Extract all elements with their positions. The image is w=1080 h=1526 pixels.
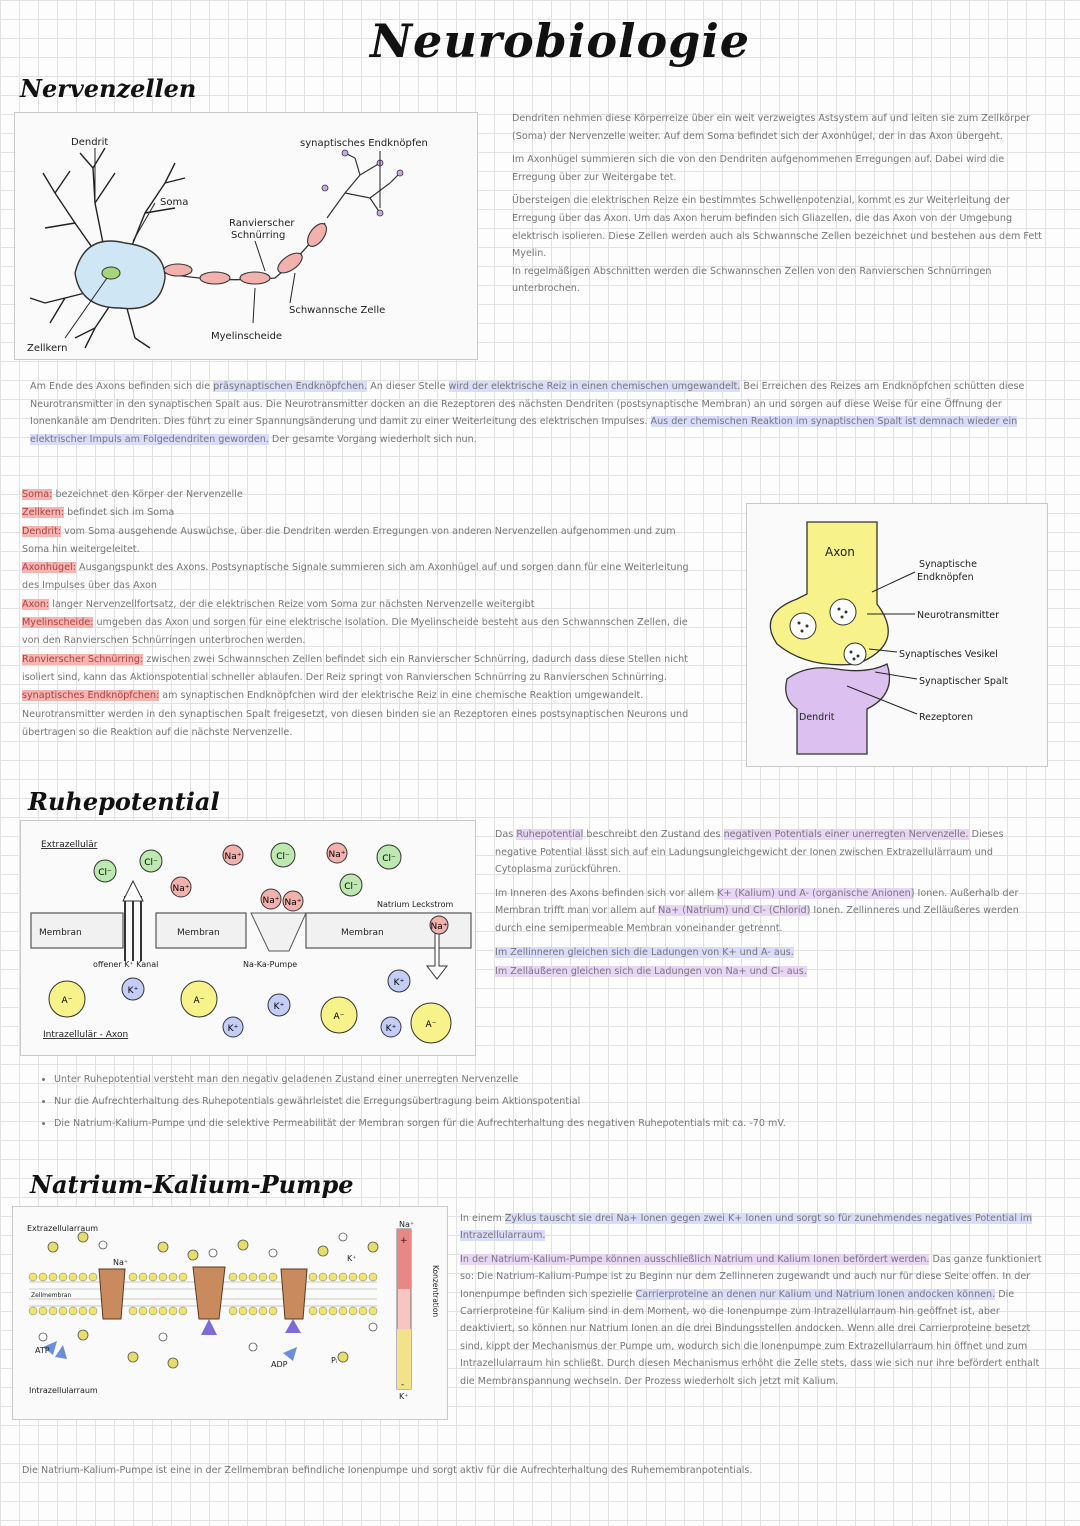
ion-na: Na⁺ <box>430 922 448 932</box>
neuron-diagram <box>14 112 478 360</box>
paragraph: Übersteigen die elektrischen Reize ein bestimmtes Schwellenpotenzial, kommt es zur Weiterleitung der Erregung über das Axon. Um das Axon herum befinden sich Gliazellen, die das Axon von der Umgebung elektrisch isolieren. Diese Zellen werden auch als Schwannsche Zellen bezeichnet und bestehen aus dem Fett Myelin. <box>512 195 1042 260</box>
definition-text: befindet sich im Soma <box>64 507 175 519</box>
definition-text: Ausgangspunkt des Axons. Postsynaptische Signale summieren sich am Axonhügel auf und sorgen dann für eine Weiterleitung des Impulses über das Axon <box>22 562 689 592</box>
label-k: K⁺ <box>399 1392 409 1401</box>
definition-term: Axonhügel: <box>22 562 76 574</box>
ion-k: K⁺ <box>393 978 405 988</box>
highlight: Ruhepotential <box>516 829 584 840</box>
bullet-item: • Die Natrium-Kalium-Pumpe und die selektive Permeabilität der Membran sorgen für die Aufrechterhaltung des negativen Ruhepotentials mit ca. -70 mV. <box>54 1113 1040 1135</box>
ion-cl: Cl⁻ <box>144 858 158 868</box>
ion-cl: Cl⁻ <box>344 882 358 892</box>
label-leckstrom: Natrium Leckstrom <box>377 900 454 909</box>
highlight: Aus der chemischen Reaktion im synaptischen Spalt ist demnach wieder ein elektrischer Impuls am Folgedendriten geworden. <box>30 416 1018 445</box>
definition-term: Myelinscheide: <box>22 617 94 629</box>
label-minus: - <box>401 1380 405 1390</box>
definition-item <box>22 486 690 504</box>
bullet-item: • Unter Ruhepotential versteht man den negativ geladenen Zustand einer unerregten Nervenzelle <box>54 1069 1040 1091</box>
ion-k: K⁺ <box>273 1002 285 1012</box>
definition-text: zwischen zwei Schwannschen Zellen befindet sich ein Ranvierscher Schnürring, dadurch dass diese Stellen nicht isoliert sind, kann das Aktionspotential schneller ablaufen. Der Reiz springt von Ranvierschen Schnürring zu Ranvierschen Schnürring. <box>22 653 688 683</box>
paragraph: In regelmäßigen Abschnitten werden die Schwannschen Zellen von den Ranvierschen Schnürringen unterbrochen. <box>512 265 992 295</box>
text-span: Am Ende des Axons befinden sich die <box>30 381 214 392</box>
label-ranvier-1: Ranvierscher <box>229 218 295 229</box>
ion-a: A⁻ <box>61 996 73 1006</box>
ion-cl: Cl⁻ <box>382 854 396 864</box>
ion-k: K⁺ <box>385 1024 397 1034</box>
paragraph <box>460 1251 1045 1390</box>
label-pi: Pᵢ <box>331 1356 338 1365</box>
definition-text: umgeben das Axon und sorgen für eine elektrische Isolation. Die Myelinscheide besteht aus den Schwannschen Zellen, die von den Ranvierschen Schnürringen unterbrochen werden. <box>22 617 688 647</box>
label-axon: Axon <box>825 545 855 559</box>
label-membran: Membran <box>177 928 220 938</box>
heading-ruhepotential: Ruhepotential <box>28 787 220 816</box>
highlight: Im Zelläußeren gleichen sich die Ladungen von Na+ und Cl- aus. <box>495 966 807 978</box>
definition-item <box>22 504 690 522</box>
text-span: Dieses negative Potential lässt sich auf ein Ladungsungleichgewicht der Ionen zwischen Extrazellulärraum und Cytoplasma zurückführen. <box>495 829 1004 876</box>
ion-na: Na⁺ <box>262 896 280 906</box>
paragraph: Dendriten nehmen diese Körperreize über ein weit verzweigtes Astsystem auf und leiten sie zum Zellkörper (Soma) der Nervenzelle weiter. Auf dem Soma befindet sich der Axonhügel, der in das Axon übergeht. <box>512 113 1031 142</box>
label-dendrit: Dendrit <box>799 712 835 723</box>
ion-a: A⁻ <box>425 1020 437 1030</box>
page-title: Neurobiologie <box>370 14 751 68</box>
ion-k: K⁺ <box>227 1024 239 1034</box>
synapse-main-text <box>30 378 1060 448</box>
heading-nervenzellen: Nervenzellen <box>20 74 197 103</box>
label-ranvier-2: Schnürring <box>231 230 286 241</box>
definition-item <box>22 523 690 560</box>
text-span: Der gesamte Vorgang wiederholt sich nun. <box>268 433 477 445</box>
label-rezeptoren: Rezeptoren <box>919 712 973 723</box>
highlight: wird der elektrische Reiz in einen chemischen umgewandelt. <box>448 381 741 392</box>
label-atp: ATP <box>35 1346 50 1355</box>
label-na: Na⁺ <box>399 1220 415 1229</box>
text-span: Bei Erreichen des Reizes am Endknöpfchen schütten diese Neurotransmitter in den synaptischen Spalt aus. Die Neurotransmitter docken an die Rezeptoren des nächsten Dendriten (postsynaptische Membran) an und sorgen auf diese Weise für eine Öffnung der Ionenkanäle am Dendriten. Dies führt zu einer Spannungsänderung und damit zu einer Weiterleitung des elektrischen Impulses. <box>30 381 1025 428</box>
definition-text: bezeichnet den Körper der Nervenzelle <box>52 489 243 500</box>
highlight: Na+ (Natrium) und Cl- (Chlorid) <box>658 905 811 917</box>
ion-k: K⁺ <box>127 986 139 996</box>
label-soma: Soma <box>160 197 189 208</box>
label-zellmembran: Zellmembran <box>31 1292 72 1299</box>
label-konzentration: Konzentration <box>431 1265 440 1318</box>
definitions-list <box>22 486 690 742</box>
paragraph <box>460 1210 1045 1245</box>
ion-na: Na⁺ <box>284 898 302 908</box>
definition-term: Soma: <box>22 489 53 500</box>
definition-item <box>22 614 690 651</box>
ion-a: A⁻ <box>333 1012 345 1022</box>
definition-item <box>22 687 690 742</box>
label-zellkern: Zellkern <box>27 343 68 354</box>
ion-a: A⁻ <box>193 996 205 1006</box>
label-endknopfchen: synaptisches Endknöpfen <box>300 138 428 149</box>
definition-item <box>22 651 690 688</box>
text-span: Das <box>495 829 517 840</box>
paragraph <box>495 826 1040 879</box>
highlight: Im Zellinneren gleichen sich die Ladungen von K+ und A- aus. <box>495 946 794 958</box>
paragraph: Im Axonhügel summieren sich die von den Dendriten aufgenommenen Erregungen auf. Dabei wird die Erregung über zur Weitergabe tet. <box>512 154 1005 183</box>
paragraph <box>495 944 1040 962</box>
label-neurotransmitter: Neurotransmitter <box>917 610 999 621</box>
highlight: präsynaptischen Endknöpfchen. <box>213 381 368 392</box>
label-myelin: Myelinscheide <box>211 331 283 342</box>
text-span: Ionen. Zellinneres und Zelläußeres werden durch eine semipermeable Membran voneinander getrennt. <box>495 905 1019 934</box>
highlight: K+ (Kalium) und A- (organische Anionen) <box>717 887 915 899</box>
definition-term: Ranvierscher Schnürring: <box>22 653 144 665</box>
text-span: Das ganze funktioniert so: Die Natrium-Kalium-Pumpe ist zu Beginn nur dem Zellinneren zugewandt und auch nur für diese Seite offen. In der Ionenpumpe befinden sich spezielle <box>460 1253 1042 1300</box>
label-extrazellular: Extrazellulär <box>41 840 98 850</box>
text-span: Ionen. Außerhalb der Membran trifft man vor allem auf <box>495 887 1019 917</box>
pumpe-text <box>460 1210 1045 1396</box>
ion-cl: Cl⁻ <box>98 868 112 878</box>
ion-na: Na⁺ <box>328 850 346 860</box>
label-schwann: Schwannsche Zelle <box>289 305 386 316</box>
label-endknopfchen: Endknöpfen <box>917 572 974 583</box>
label-membran: Membran <box>39 928 82 938</box>
ruhepotential-text <box>495 826 1040 987</box>
ruhepotential-diagram <box>20 820 476 1056</box>
label-spalt: Synaptischer Spalt <box>919 676 1009 687</box>
definition-term: Dendrit: <box>22 525 62 537</box>
label-k: K⁺ <box>347 1254 357 1263</box>
label-vesikel: Synaptisches Vesikel <box>899 649 998 660</box>
definition-term: Zellkern: <box>22 507 65 519</box>
heading-pumpe: Natrium-Kalium-Pumpe <box>30 1170 354 1199</box>
label-intrazellularraum: Intrazellularraum <box>29 1386 98 1395</box>
label-endknopfchen: Synaptische <box>919 559 977 570</box>
text-span: In einem <box>460 1213 505 1224</box>
text-span: Im Inneren des Axons befinden sich vor allem <box>495 887 718 899</box>
highlight: Carrierproteine an denen nur Kalium und Natrium Ionen andocken können. <box>635 1288 996 1300</box>
paragraph <box>495 963 1040 981</box>
synapse-diagram <box>746 503 1048 767</box>
nervenzellen-text <box>512 110 1042 304</box>
definition-term: synaptisches Endknöpfchen: <box>22 690 160 702</box>
highlight: Zyklus tauscht sie drei Na+ Ionen gegen zwei K+ Ionen und sorgt so für zunehmendes negatives Potential im Intrazellularraum. <box>460 1213 1033 1242</box>
label-adp: ADP <box>271 1360 288 1369</box>
definition-text: langer Nervenzellfortsatz, der die elektrischen Reize vom Soma zur nächsten Nervenzelle weitergibt <box>49 598 535 610</box>
ion-na: Na⁺ <box>224 852 242 862</box>
definition-item <box>22 596 690 614</box>
label-extrazellularraum: Extrazellularraum <box>27 1224 99 1233</box>
label-intrazellular: Intrazellulär - Axon <box>43 1030 129 1040</box>
highlight: negativen Potentials einer unerregten Nervenzelle. <box>723 829 969 840</box>
label-plus: + <box>400 1236 408 1246</box>
text-span: Die Carrierproteine für Kalium sind in dem Moment, wo die Ionenpumpe zum Intrazellularraum hin geöffnet ist, aber deaktiviert, so können nur Natrium Ionen an die drei Bindungsstellen andocken. Wenn alle drei Carrierproteine besetzt sind, kippt der Mechanismus der Pumpe um, wodurch sich die Ionenpumpe zum Extrazellularraum hin öffnet und zum Intrazellularraum hin schließt. Durch diesen Mechanismus erhöht die Zelle stets, dass wie sich nur ihre befördert enthalt die Membranspannung wechseln. Der Prozess wiederholt sich jetzt mit Kalium. <box>460 1288 1040 1387</box>
label-pumpe: Na-Ka-Pumpe <box>243 960 298 969</box>
definition-text: vom Soma ausgehende Auswüchse, über die Dendriten werden Erregungen von anderen Nervenzellen aufgenommen und zum Soma hin weitergeleitet. <box>22 525 676 555</box>
text-span: An dieser Stelle <box>367 381 449 392</box>
label-dendrit: Dendrit <box>71 137 109 148</box>
definition-term: Axon: <box>22 598 50 610</box>
bullet-item: • Nur die Aufrechterhaltung des Ruhepotentials gewährleistet die Erregungsübertragung beim Aktionspotential <box>54 1091 1040 1113</box>
text-span: beschreibt den Zustand des <box>583 829 724 840</box>
label-offener-kanal: offener K⁺ Kanal <box>93 960 159 969</box>
ion-cl: Cl⁻ <box>276 852 290 862</box>
definition-item <box>22 559 690 596</box>
pumpe-diagram <box>12 1206 448 1420</box>
highlight: In der Natrium-Kalium-Pumpe können ausschließlich Natrium und Kalium Ionen befördert werden. <box>460 1253 930 1265</box>
definition-text: am synaptischen Endknöpfchen wird der elektrische Reiz in eine chemische Reaktion umgewandelt. Neurotransmitter werden in den synaptischen Spalt freigesetzt, von diesen binden sie an Rezeptoren eines postsynaptischen Neurons und übertragen so die Reaktion auf die nächste Nervenzelle. <box>22 690 689 738</box>
paragraph <box>495 885 1040 938</box>
label-na: Na⁺ <box>113 1258 129 1267</box>
pumpe-footer: Die Natrium-Kalium-Pumpe ist eine in der Zellmembran befindliche Ionenpumpe und sorgt aktiv für die Aufrechterhaltung des Ruhemembranpotentials. <box>22 1465 753 1476</box>
ion-na: Na⁺ <box>172 884 190 894</box>
label-membran: Membran <box>341 928 384 938</box>
ruhepotential-bullets <box>40 1069 1040 1135</box>
